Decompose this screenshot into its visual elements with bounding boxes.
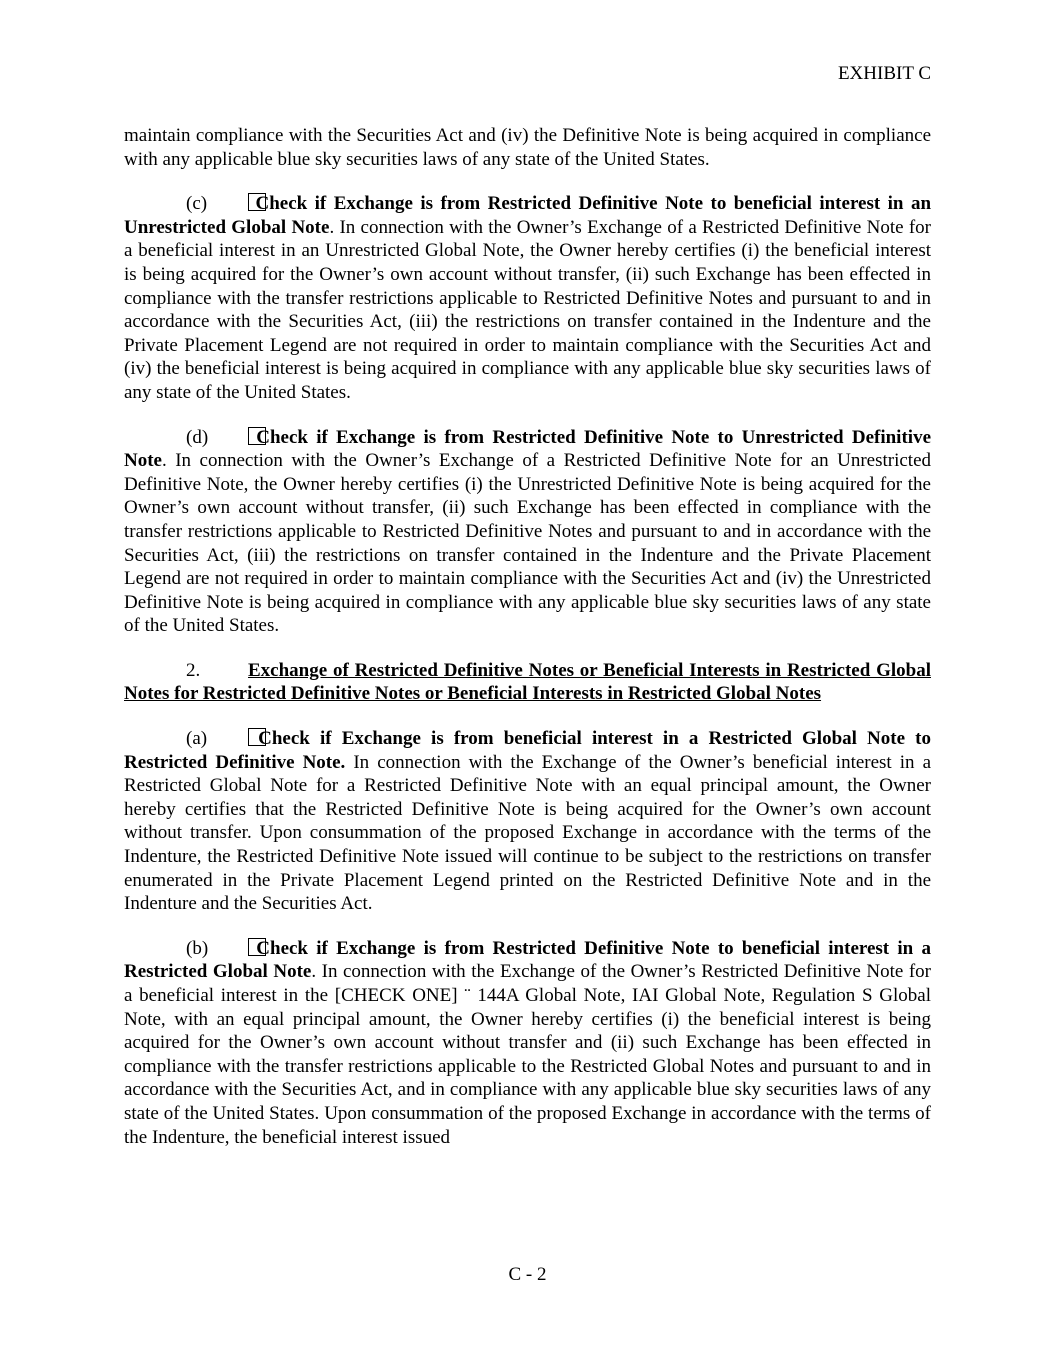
item-body: . In connection with the Owner’s Exchange of a Restricted Definitive Note for a beneficial interest in an Unrestricted Global Note, the Owner hereby certifies (i) the beneficial interest is being acquired for the Owner’s own account without transfer, (ii) such Exchange has been effected in compliance with the transfer restrictions applicable to Restricted Definitive Notes and pursuant to and in accordance with the Securities Act, (iii) the restrictions on transfer contained in the Indenture and the Private Placement Legend are not required in order to maintain compliance with the Securities Act and (iv) the beneficial interest is being acquired in compliance with any applicable blue sky securities laws of any state of the United States. xyxy=(124,216,931,403)
paragraph-2b xyxy=(124,937,931,1149)
continuation-paragraph: maintain compliance with the Securities Act and (iv) the Definitive Note is being acquired in compliance with any applicable blue sky securities laws of any state of the United States. xyxy=(124,125,931,170)
document-body xyxy=(124,124,931,1170)
item-label: (d) xyxy=(186,426,209,448)
item-lead xyxy=(124,727,248,751)
paragraph-2a xyxy=(124,727,931,916)
item-body: . In connection with the Owner’s Exchange of a Restricted Definitive Note for an Unrestricted Definitive Note, the Owner hereby certifies (i) the Unrestricted Definitive Note is being acquired for the Owner’s own account without transfer, (ii) such Exchange has been effected in compliance with the transfer restrictions applicable to Restricted Definitive Notes and pursuant to and in accordance with the Securities Act, (iii) the restrictions on transfer contained in the Indenture and the Private Placement Legend are not required in order to maintain compliance with the Securities Act and (iv) the Unrestricted Definitive Note is being acquired in compliance with any applicable blue sky securities laws of any state of the United States. xyxy=(124,450,931,637)
item-label: (a) xyxy=(186,728,208,750)
item-heading: Check if Exchange is from Restricted Definitive Note to beneficial interest in a Restricted Global Note xyxy=(124,937,932,983)
item-body: In connection with the Exchange of the Owner’s beneficial interest in a Restricted Global Note for a Restricted Definitive Note with an equal principal amount, the Owner hereby certifies that the Restricted Definitive Note is being acquired for the Owner’s own account without transfer. Upon consummation of the proposed Exchange in accordance with the terms of the Indenture, the Restricted Definitive Note issued will continue to be subject to the restrictions on transfer enumerated in the Private Placement Legend printed on the Restricted Definitive Note and in the Indenture and the Securities Act. xyxy=(124,751,931,915)
item-body: . In connection with the Exchange of the Owner’s Restricted Definitive Note for a beneficial interest in the [CHECK ONE] ¨ 144A Global Note, IAI Global Note, Regulation S Global Note, with an equal principal amount, the Owner hereby certifies (i) the beneficial interest is being acquired for the Owner’s own account without transfer and (ii) such Exchange has been effected in compliance with the transfer restrictions applicable to the Restricted Global Notes and pursuant to and in accordance with the Securities Act, and in compliance with any applicable blue sky securities laws of any state of the United States. Upon consummation of the proposed Exchange in accordance with the terms of the Indenture, the beneficial interest issued xyxy=(124,961,931,1148)
paragraph-1c xyxy=(124,192,931,404)
item-lead xyxy=(124,192,248,216)
section-title: Exchange of Restricted Definitive Notes or Beneficial Interests in Restricted Global Notes for Restricted Definitive Notes or Beneficial Interests in Restricted Global Notes xyxy=(124,659,931,705)
section-2-heading xyxy=(124,659,931,706)
section-number: 2. xyxy=(186,659,201,681)
item-heading: Check if Exchange is from Restricted Definitive Note to beneficial interest in an Unrestricted Global Note xyxy=(124,193,932,238)
item-lead xyxy=(124,937,248,961)
item-heading: Check if Exchange is from Restricted Definitive Note to Unrestricted Definitive Note xyxy=(124,426,932,472)
paragraph-1d xyxy=(124,426,931,638)
exhibit-label: EXHIBIT C xyxy=(837,63,931,84)
item-label: (c) xyxy=(186,193,208,215)
item-label: (b) xyxy=(186,937,209,959)
item-heading: Check if Exchange is from beneficial interest in a Restricted Global Note to Restricted Definitive Note. xyxy=(124,728,931,773)
page-number: C - 2 xyxy=(508,1264,547,1285)
item-lead xyxy=(124,426,248,450)
section-lead xyxy=(124,659,248,683)
